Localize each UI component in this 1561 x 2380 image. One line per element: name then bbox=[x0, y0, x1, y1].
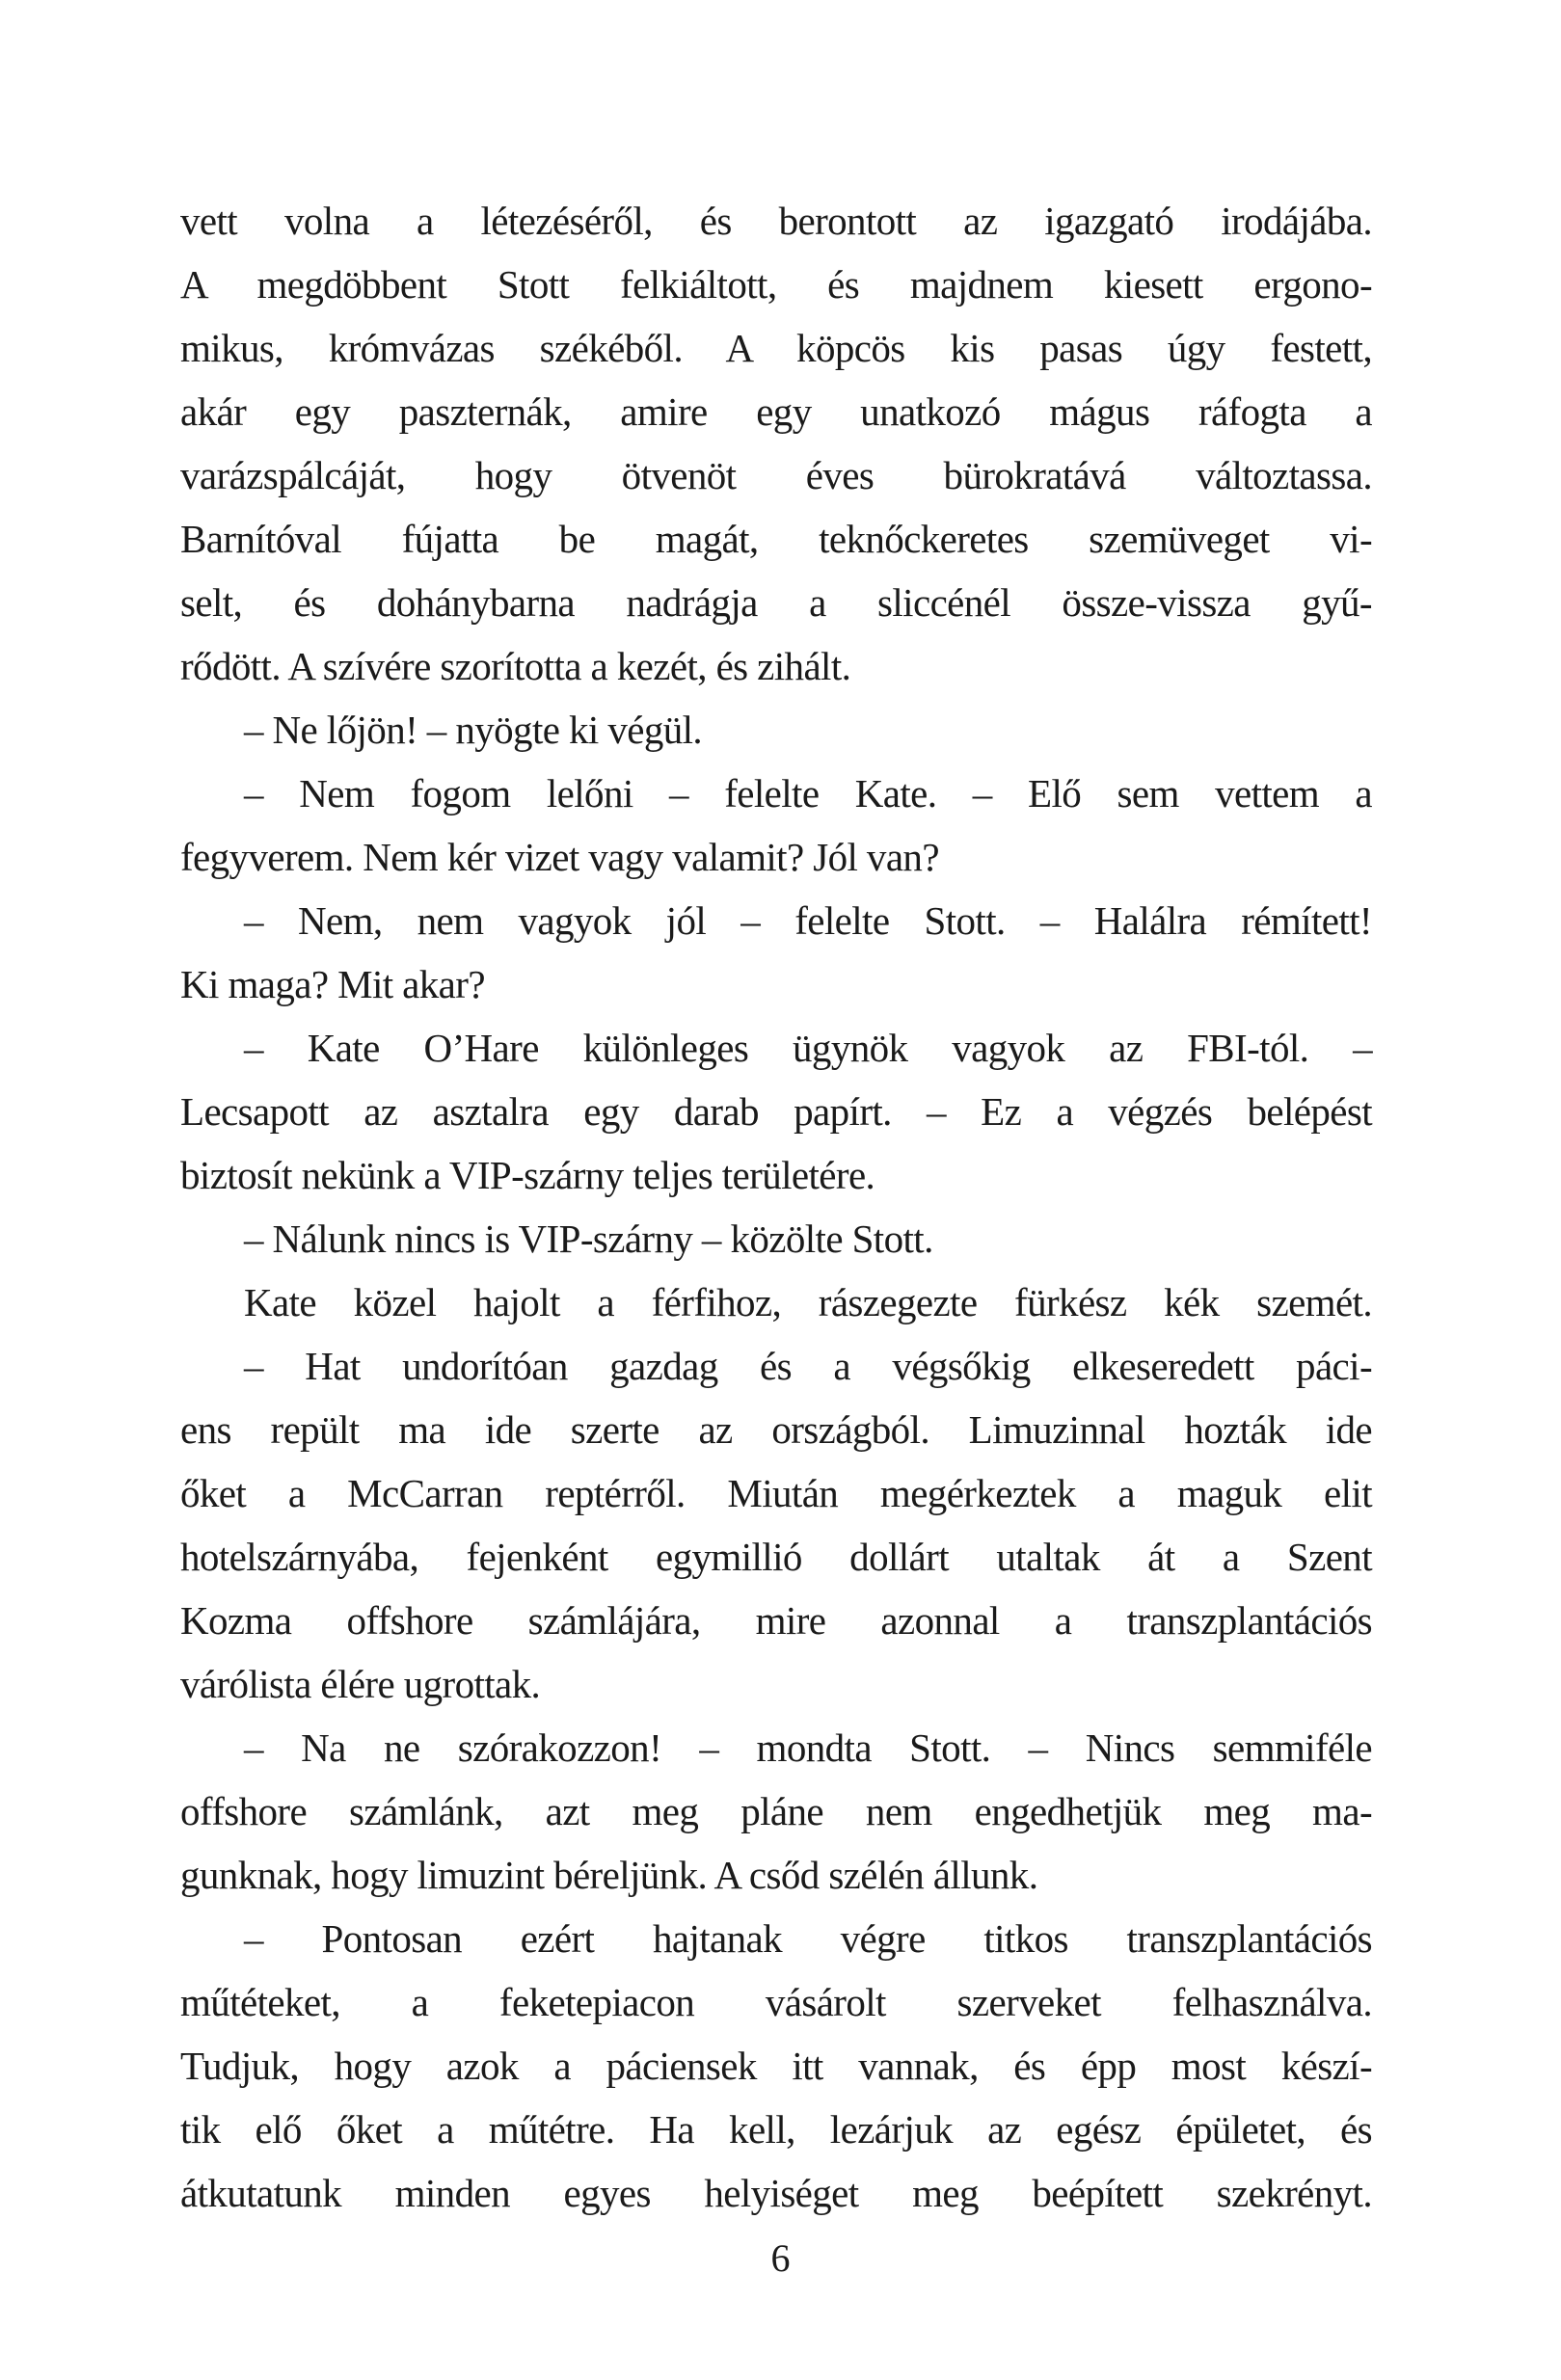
text-line: őket a McCarran reptérről. Miután megérkeztek a maguk elit bbox=[180, 1471, 1372, 1515]
text-line: Ki maga? Mit akar? bbox=[180, 962, 485, 1006]
dialogue-line: – Nem, nem vagyok jól – felelte Stott. – Halálra rémített! bbox=[244, 898, 1372, 943]
text-line: Kozma offshore számlájára, mire azonnal a transzplantációs bbox=[180, 1598, 1372, 1643]
text-line: selt, és dohánybarna nadrágja a sliccénél össze-vissza gyű- bbox=[180, 580, 1372, 625]
text-line: rődött. A szívére szorította a kezét, és zihált. bbox=[180, 644, 851, 688]
text-line: Lecsapott az asztalra egy darab papírt. – Ez a végzés belépést bbox=[180, 1089, 1372, 1134]
text-line: átkutatunk minden egyes helyiséget meg beépített szekrényt. bbox=[180, 2171, 1372, 2215]
paragraph-line: Kate közel hajolt a férfihoz, rászegezte fürkész kék szemét. bbox=[244, 1280, 1372, 1324]
text-line: várólista élére ugrottak. bbox=[180, 1662, 541, 1706]
text-line: ens repült ma ide szerte az országból. Limuzinnal hozták ide bbox=[180, 1407, 1372, 1452]
text-line: hotelszárnyába, fejenként egymillió dollárt utaltak át a Szent bbox=[180, 1535, 1372, 1579]
dialogue-line: – Pontosan ezért hajtanak végre titkos transzplantációs bbox=[244, 1916, 1372, 1961]
dialogue-line: – Nálunk nincs is VIP-szárny – közölte Stott. bbox=[244, 1217, 933, 1261]
text-line: mikus, krómvázas székéből. A köpcös kis pasas úgy festett, bbox=[180, 326, 1372, 370]
dialogue-line: – Hat undorítóan gazdag és a végsőkig elkeseredett páci- bbox=[244, 1344, 1372, 1388]
text-line: offshore számlánk, azt meg pláne nem engedhetjük meg ma- bbox=[180, 1789, 1372, 1833]
text-line: biztosít nekünk a VIP-szárny teljes területére. bbox=[180, 1153, 875, 1197]
text-line: gunknak, hogy limuzint béreljünk. A csőd szélén állunk. bbox=[180, 1853, 1038, 1897]
text-line: Barnítóval fújatta be magát, teknőckeretes szemüveget vi- bbox=[180, 517, 1372, 561]
text-line: vett volna a létezéséről, és berontott az igazgató irodájába. bbox=[180, 199, 1372, 243]
dialogue-line: – Kate O’Hare különleges ügynök vagyok az FBI-tól. – bbox=[244, 1026, 1372, 1070]
dialogue-line: – Nem fogom lelőni – felelte Kate. – Elő sem vettem a bbox=[244, 771, 1372, 816]
dialogue-line: – Ne lőjön! – nyögte ki végül. bbox=[244, 708, 703, 752]
text-line: varázspálcáját, hogy ötvenöt éves bürokratává változtassa. bbox=[180, 453, 1372, 497]
book-page-body bbox=[180, 189, 1372, 2225]
text-line: műtéteket, a feketepiacon vásárolt szerveket felhasználva. bbox=[180, 1980, 1372, 2024]
text-line: akár egy paszternák, amire egy unatkozó mágus ráfogta a bbox=[180, 389, 1372, 434]
dialogue-line: – Na ne szórakozzon! – mondta Stott. – Nincs semmiféle bbox=[244, 1725, 1372, 1770]
text-line: fegyverem. Nem kér vizet vagy valamit? Jól van? bbox=[180, 835, 939, 879]
text-line: Tudjuk, hogy azok a páciensek itt vannak, és épp most készí- bbox=[180, 2044, 1372, 2088]
page-number: 6 bbox=[770, 2236, 791, 2280]
text-line: A megdöbbent Stott felkiáltott, és majdnem kiesett ergono- bbox=[180, 262, 1372, 307]
text-line: tik elő őket a műtétre. Ha kell, lezárjuk az egész épületet, és bbox=[180, 2107, 1372, 2152]
